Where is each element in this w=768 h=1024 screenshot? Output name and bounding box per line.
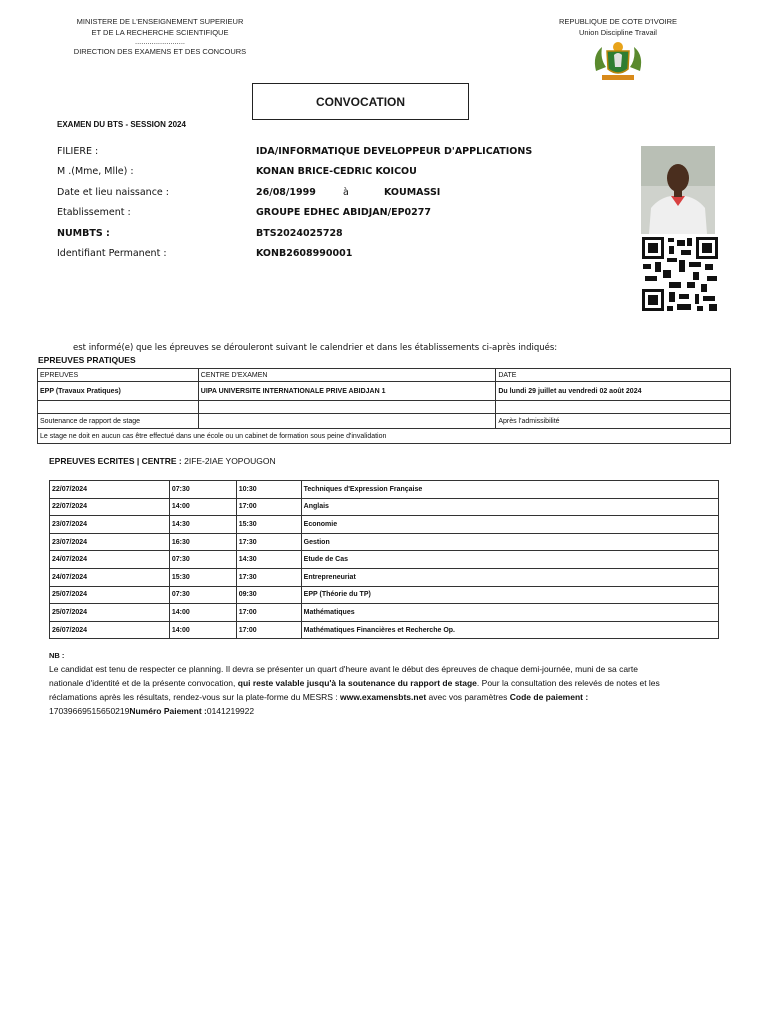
intro-text: est informé(e) que les épreuves se dérouleront suivant le calendrier et dans les établissements ci-après indiqués: xyxy=(73,343,558,353)
page-title: CONVOCATION xyxy=(252,83,469,120)
table-row xyxy=(50,568,719,586)
table-cell: 23/07/2024 xyxy=(50,516,170,534)
school-label: Etablissement : xyxy=(57,207,131,218)
table-cell: EPP (Travaux Pratiques) xyxy=(38,382,199,401)
table-cell: 15:30 xyxy=(236,516,301,534)
table-cell: 17:00 xyxy=(236,498,301,516)
table-cell: 14:00 xyxy=(169,604,236,622)
birth-place: KOUMASSI xyxy=(384,187,441,198)
nb-text1: Le candidat est tenu de respecter ce planning. Il devra se présenter un quart d'heure avant le début des épreuves de chaque demi-journée, muni de sa carte nationale d'identité et de la présente convocation, xyxy=(49,664,638,688)
table-cell: Anglais xyxy=(301,498,718,516)
ministry-line3: DIRECTION DES EXAMENS ET DES CONCOURS xyxy=(73,47,247,56)
stage-notice: Le stage ne doit en aucun cas être effectué dans une école ou un cabinet de formation sous peine d'invalidation xyxy=(38,429,731,444)
nb-site-link[interactable]: www.examensbts.net xyxy=(340,692,427,702)
table-row xyxy=(38,401,731,414)
table-header: CENTRE D'EXAMEN xyxy=(198,369,496,382)
table-cell xyxy=(496,401,731,414)
nb-code-label: Code de paiement : xyxy=(509,692,589,702)
nb-pay-value: 0141219922 xyxy=(206,706,255,716)
practical-header-row xyxy=(38,369,731,382)
name-value: KONAN BRICE-CEDRIC KOICOU xyxy=(256,166,417,177)
table-row xyxy=(50,481,719,499)
table-cell: Techniques d'Expression Française xyxy=(301,481,718,499)
qr-code-icon xyxy=(641,236,719,312)
table-row xyxy=(50,516,719,534)
numbts-label: NUMBTS : xyxy=(57,228,110,239)
table-cell: 23/07/2024 xyxy=(50,533,170,551)
table-cell: 16:30 xyxy=(169,533,236,551)
table-cell: 24/07/2024 xyxy=(50,568,170,586)
ministry-line2: ET DE LA RECHERCHE SCIENTIFIQUE xyxy=(91,28,229,37)
table-row xyxy=(50,533,719,551)
nb-bold1: qui reste valable jusqu'à la soutenance du rapport de stage xyxy=(237,678,477,688)
nb-label: NB : xyxy=(49,651,65,660)
table-cell: 07:30 xyxy=(169,551,236,569)
candidate-photo xyxy=(641,146,715,234)
nb-text2: . Pour la consultation des relevés de notes et les réclamations après les résultats, rendez-vous sur la plate-forme du MESRS : xyxy=(49,678,660,702)
table-cell: UIPA UNIVERSITE INTERNATIONALE PRIVE ABIDJAN 1 xyxy=(198,382,496,401)
table-row xyxy=(38,414,731,429)
table-cell: 22/07/2024 xyxy=(50,498,170,516)
coat-of-arms-icon xyxy=(592,41,644,83)
nb-code-value: 17039669515650219 xyxy=(49,706,130,716)
table-cell: Entrepreneuriat xyxy=(301,568,718,586)
written-table-body xyxy=(50,481,719,639)
table-cell: 10:30 xyxy=(236,481,301,499)
id-label: Identifiant Permanent : xyxy=(57,248,167,259)
table-row xyxy=(50,621,719,639)
table-header: EPREUVES xyxy=(38,369,199,382)
republic-line1: REPUBLIQUE DE COTE D'IVOIRE xyxy=(558,17,678,26)
table-cell: Soutenance de rapport de stage xyxy=(38,414,199,429)
id-value: KONB2608990001 xyxy=(256,248,353,259)
table-cell: 22/07/2024 xyxy=(50,481,170,499)
republic-header xyxy=(538,16,698,38)
name-label: M .(Mme, Mlle) : xyxy=(57,166,134,177)
table-cell: 25/07/2024 xyxy=(50,586,170,604)
table-cell: 17:30 xyxy=(236,533,301,551)
written-table xyxy=(49,480,719,639)
table-cell: Du lundi 29 juillet au vendredi 02 août 2024 xyxy=(496,382,731,401)
table-cell: 24/07/2024 xyxy=(50,551,170,569)
birth-label: Date et lieu naissance : xyxy=(57,187,169,198)
table-cell: 09:30 xyxy=(236,586,301,604)
exam-session: EXAMEN DU BTS - SESSION 2024 xyxy=(57,120,186,129)
table-cell: 17:30 xyxy=(236,568,301,586)
table-row xyxy=(38,429,731,444)
table-cell: EPP (Théorie du TP) xyxy=(301,586,718,604)
table-cell: 15:30 xyxy=(169,568,236,586)
table-cell: 14:00 xyxy=(169,621,236,639)
table-cell: Economie xyxy=(301,516,718,534)
practical-title: EPREUVES PRATIQUES xyxy=(38,355,136,365)
ministry-dots: ........................ xyxy=(134,37,185,46)
table-row xyxy=(50,498,719,516)
table-cell: 17:00 xyxy=(236,604,301,622)
republic-motto: Union Discipline Travail xyxy=(579,28,657,37)
ministry-line1: MINISTERE DE L'ENSEIGNEMENT SUPERIEUR xyxy=(76,17,244,26)
written-title xyxy=(49,456,276,466)
nb-section xyxy=(49,650,669,718)
nb-pay-label: Numéro Paiement : xyxy=(129,706,207,716)
table-cell: 07:30 xyxy=(169,586,236,604)
written-title-prefix: EPREUVES ECRITES | CENTRE : xyxy=(49,456,182,466)
table-row xyxy=(50,586,719,604)
birth-date: 26/08/1999 xyxy=(256,187,316,198)
table-header: DATE xyxy=(496,369,731,382)
written-centre: 2IFE-2IAE YOPOUGON xyxy=(184,456,276,466)
table-cell xyxy=(38,401,199,414)
table-row xyxy=(38,382,731,401)
table-cell: 07:30 xyxy=(169,481,236,499)
table-cell: Etude de Cas xyxy=(301,551,718,569)
table-cell: 14:30 xyxy=(169,516,236,534)
numbts-value: BTS2024025728 xyxy=(256,228,343,239)
filiere-value: IDA/INFORMATIQUE DEVELOPPEUR D'APPLICATIONS xyxy=(256,146,533,157)
table-cell xyxy=(198,401,496,414)
table-cell: Gestion xyxy=(301,533,718,551)
table-cell: 14:00 xyxy=(169,498,236,516)
table-cell: Mathématiques Financières et Recherche Op. xyxy=(301,621,718,639)
table-cell: 14:30 xyxy=(236,551,301,569)
table-cell: 26/07/2024 xyxy=(50,621,170,639)
table-cell xyxy=(198,414,496,429)
table-cell: 17:00 xyxy=(236,621,301,639)
table-row xyxy=(50,551,719,569)
table-row xyxy=(50,604,719,622)
table-cell: Mathématiques xyxy=(301,604,718,622)
table-cell: 25/07/2024 xyxy=(50,604,170,622)
table-cell: Après l'admissibilité xyxy=(496,414,731,429)
filiere-label: FILIERE : xyxy=(57,146,99,157)
nb-text3: avec vos paramètres xyxy=(426,692,510,702)
birth-a: à xyxy=(343,187,349,198)
practical-table xyxy=(37,368,731,444)
school-value: GROUPE EDHEC ABIDJAN/EP0277 xyxy=(256,207,431,218)
ministry-header xyxy=(60,16,260,57)
